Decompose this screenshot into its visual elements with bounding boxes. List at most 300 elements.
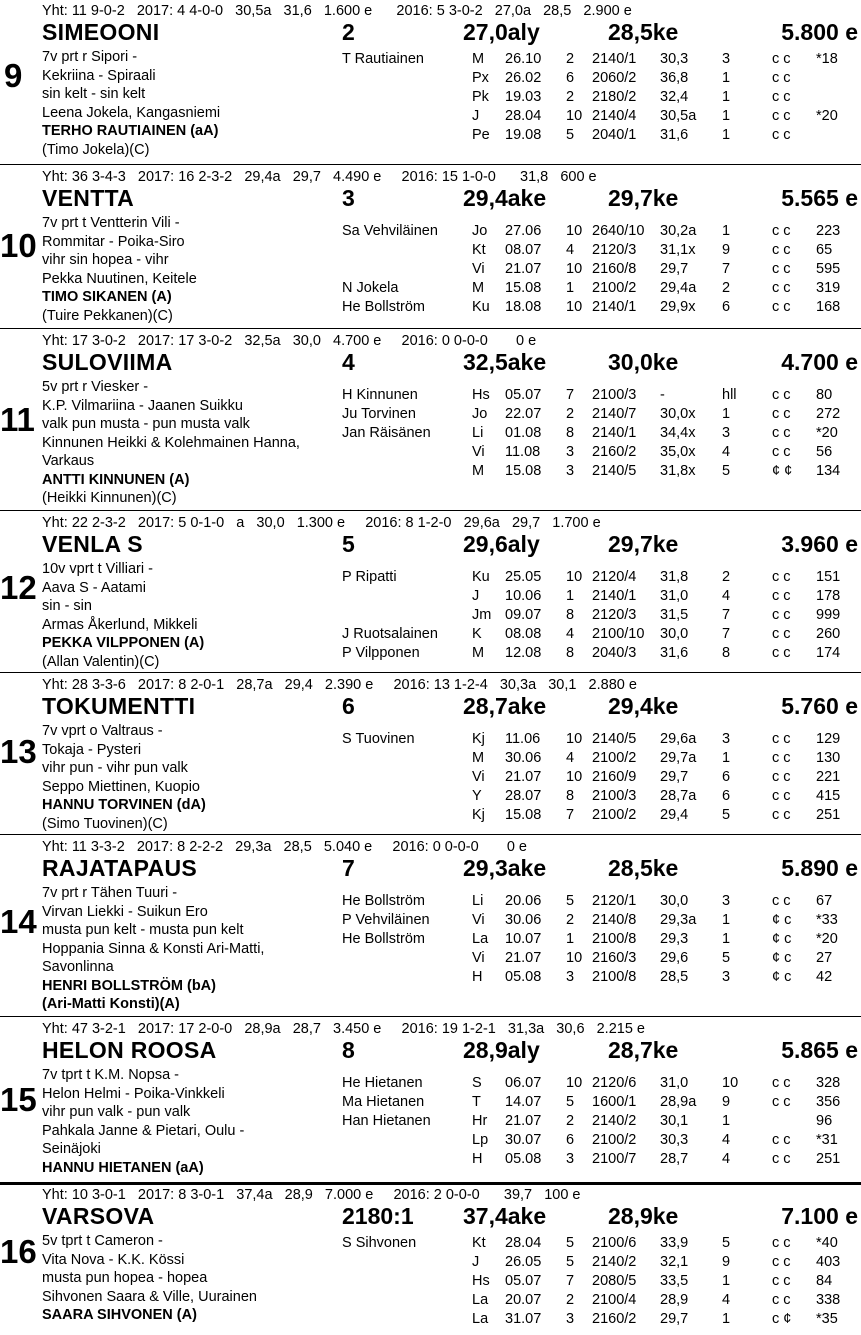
start-date: 08.08 [505,626,542,642]
start-row [0,568,861,586]
start-pos: 3 [566,1151,575,1167]
start-time: 31,8 [660,569,689,585]
start-date: 28.07 [505,788,542,804]
start-row [0,1234,861,1252]
start-odds: 272 [816,406,841,422]
program-number: 15 [0,1081,37,1118]
record-auto: 29,6aly [463,531,540,557]
start-number: 7 [342,855,355,881]
driver-name: He Bollström [342,893,425,909]
start-date: 28.04 [505,1235,542,1251]
start-row [0,949,861,967]
horse-info-line: (Simo Tuovinen)(C) [42,815,168,832]
start-pos: 4 [566,626,575,642]
start-odds: *20 [816,931,838,947]
start-date: 05.07 [505,387,542,403]
start-time: 30,2a [660,223,697,239]
start-pos: 5 [566,1094,575,1110]
start-date: 27.06 [505,223,542,239]
horse-info-line: musta pun hopea - hopea [42,1270,208,1286]
horse-info-line: K.P. Vilmariina - Jaanen Suikku [42,397,243,414]
start-row [0,1074,861,1092]
horse-name: SULOVIIMA [42,349,173,375]
start-dist: 2040/3 [592,645,637,661]
start-odds: 80 [816,387,833,403]
record-volt: 29,7ke [608,531,679,557]
start-place: 6 [722,788,731,804]
start-track: T [472,1094,481,1110]
start-time: 29,4 [660,807,689,823]
start-date: 30.06 [505,750,542,766]
start-track: Pk [472,89,489,105]
start-track: La [472,1311,489,1327]
start-dist: 2100/6 [592,1235,637,1251]
start-shoes: c c [772,425,791,441]
start-odds: *20 [816,108,838,124]
start-dist: 2100/8 [592,969,637,985]
start-date: 21.07 [505,769,542,785]
start-odds: 56 [816,444,833,460]
career-summary: Yht: 10 3-0-1 2017: 8 3-0-1 37,4a 28,9 7.000 e 2016: 2 0-0-0 39,7 100 e [42,1187,581,1203]
start-time: 31,5 [660,607,689,623]
start-odds: 84 [816,1273,833,1289]
start-dist: 2100/2 [592,750,637,766]
horse-info-line: sin - sin [42,598,92,614]
start-row [0,892,861,910]
horse-info-line: sin kelt - sin kelt [42,86,146,102]
start-time: 29,6 [660,950,689,966]
start-place: 4 [722,1132,731,1148]
start-time: 29,7 [660,769,689,785]
driver-name: J Ruotsalainen [342,626,438,642]
start-place: 1 [722,750,731,766]
start-row [0,443,861,461]
start-track: J [472,588,480,604]
start-track: M [472,463,485,479]
start-dist: 2160/3 [592,950,637,966]
horse-info-line: (Tuire Pekkanen)(C) [42,307,173,324]
start-row [0,241,861,259]
program-number: 14 [0,903,37,940]
start-place: 1 [722,1273,731,1289]
start-dist: 2160/8 [592,261,637,277]
start-odds: 251 [816,1151,841,1167]
start-time: 29,9x [660,299,696,315]
start-shoes: c c [772,89,791,105]
program-number: 16 [0,1233,37,1270]
start-track: La [472,1292,489,1308]
start-row [0,405,861,423]
start-date: 26.10 [505,51,542,67]
entry-divider [0,328,861,329]
entry-divider [0,164,861,165]
entry-divider [0,1016,861,1017]
driver-name: H Kinnunen [342,387,418,403]
start-shoes: c c [772,1075,791,1091]
horse-info-line: Vita Nova - K.K. Kössi [42,1251,185,1268]
start-date: 21.07 [505,950,542,966]
start-pos: 5 [566,127,575,143]
start-pos: 1 [566,280,575,296]
start-date: 01.08 [505,425,542,441]
start-dist: 2080/5 [592,1273,637,1289]
start-place: 6 [722,299,731,315]
horse-info-line: (Heikki Kinnunen)(C) [42,490,177,506]
start-number: 8 [342,1037,355,1063]
start-pos: 2 [566,89,575,105]
start-dist: 2140/7 [592,406,637,422]
start-date: 22.07 [505,406,542,422]
start-shoes: ¢ c [772,912,792,928]
start-date: 30.06 [505,912,542,928]
start-time: 31,1x [660,242,696,258]
start-odds: 221 [816,769,841,785]
start-place: 1 [722,406,731,422]
career-summary: Yht: 11 3-3-2 2017: 8 2-2-2 29,3a 28,5 5.040 e 2016: 0 0-0-0 0 e [42,839,527,855]
start-row [0,930,861,948]
horse-info-line: (Allan Valentin)(C) [42,653,160,670]
start-dist: 2120/4 [592,569,637,585]
start-date: 25.05 [505,569,542,585]
driver-name: P Vehviläinen [342,912,430,928]
career-summary: Yht: 47 3-2-1 2017: 17 2-0-0 28,9a 28,7 3.450 e 2016: 19 1-2-1 31,3a 30,6 2.215 e [42,1021,645,1037]
start-shoes: c c [772,626,791,642]
start-odds: *18 [816,51,838,67]
driver-name: P Vilpponen [342,645,420,661]
start-pos: 10 [566,1075,583,1091]
horse-info-line: TERHO RAUTIAINEN (aA) [42,123,219,139]
record-volt: 28,5ke [608,855,679,881]
driver-name: N Jokela [342,280,399,296]
driver-name: He Bollström [342,299,425,315]
start-odds: 151 [816,569,841,585]
start-date: 20.07 [505,1292,542,1308]
start-pos: 2 [566,1292,575,1308]
horse-info-line: Pahkala Janne & Pietari, Oulu - [42,1122,245,1139]
start-odds: 174 [816,645,841,661]
start-track: S [472,1075,482,1091]
start-time: 30,3 [660,1132,689,1148]
start-shoes: c c [772,70,791,86]
horse-info-line: (Timo Jokela)(C) [42,141,150,158]
start-date: 14.07 [505,1094,542,1110]
start-track: Jm [472,607,492,623]
start-time: 30,0x [660,406,696,422]
start-number: 4 [342,349,355,375]
start-place: 1 [722,70,731,86]
start-shoes: c c [772,127,791,143]
start-dist: 2100/2 [592,807,637,823]
start-track: M [472,51,485,67]
start-dist: 2140/5 [592,463,637,479]
start-row [0,1272,861,1290]
start-place: 5 [722,950,731,966]
start-pos: 6 [566,1132,575,1148]
start-shoes: c c [772,1292,791,1308]
horse-name: VARSOVA [42,1203,155,1229]
start-dist: 2160/2 [592,444,637,460]
horse-info-line: valk pun musta - pun musta valk [42,416,250,432]
record-auto: 27,0aly [463,19,540,45]
start-shoes: c c [772,807,791,823]
start-odds: 178 [816,588,841,604]
start-shoes: c c [772,569,791,585]
start-odds: 999 [816,607,841,623]
start-pos: 10 [566,569,583,585]
start-shoes: c c [772,299,791,315]
start-track: Vi [472,261,485,277]
start-shoes: c c [772,893,791,909]
start-date: 05.07 [505,1273,542,1289]
start-dist: 2140/1 [592,51,637,67]
horse-info-line: Virvan Liekki - Suikun Ero [42,903,208,920]
horse-entry [0,166,861,328]
start-track: Li [472,425,484,441]
start-place: 5 [722,807,731,823]
record-volt: 30,0ke [608,349,679,375]
start-track: Kt [472,242,486,258]
start-pos: 3 [566,969,575,985]
driver-name: S Sihvonen [342,1235,417,1251]
horse-info-line: TIMO SIKANEN (A) [42,289,172,305]
start-odds: *35 [816,1311,838,1327]
start-track: Kt [472,1235,486,1251]
start-odds: *20 [816,425,838,441]
start-track: Hs [472,1273,490,1289]
start-place: 1 [722,127,731,143]
start-row [0,787,861,805]
start-pos: 8 [566,645,575,661]
horse-entry [0,674,861,834]
start-track: H [472,1151,483,1167]
horse-info-line: vihr sin hopea - vihr [42,252,169,268]
start-pos: 6 [566,70,575,86]
start-number: 2 [342,19,355,45]
start-shoes: c c [772,1151,791,1167]
horse-info-line: musta pun kelt - musta pun kelt [42,922,244,938]
entry-divider [0,510,861,511]
start-dist: 2140/2 [592,1113,637,1129]
start-shoes: c c [772,108,791,124]
start-shoes: c c [772,223,791,239]
start-time: 28,5 [660,969,689,985]
start-odds: 319 [816,280,841,296]
start-odds: 129 [816,731,841,747]
horse-info-line: HANNU TORVINEN (dA) [42,797,206,813]
driver-name: Sa Vehviläinen [342,223,438,239]
career-summary: Yht: 11 9-0-2 2017: 4 4-0-0 30,5a 31,6 1.600 e 2016: 5 3-0-2 27,0a 28,5 2.900 e [42,3,632,19]
horse-info-line: Leena Jokela, Kangasniemi [42,104,221,121]
start-date: 15.08 [505,463,542,479]
start-track: J [472,1254,480,1270]
start-shoes: c c [772,1235,791,1251]
start-date: 19.08 [505,127,542,143]
start-row [0,1253,861,1271]
start-time: 30,3 [660,51,689,67]
start-number: 5 [342,531,355,557]
start-shoes: c c [772,769,791,785]
start-shoes: c c [772,1094,791,1110]
start-number: 2180:1 [342,1203,414,1229]
start-pos: 3 [566,444,575,460]
start-track: La [472,931,489,947]
horse-info-line: Pekka Nuutinen, Keitele [42,270,197,287]
horse-name: VENTTA [42,185,135,211]
driver-name: P Ripatti [342,569,397,585]
start-dist: 2120/3 [592,607,637,623]
start-track: Hs [472,387,490,403]
record-auto: 32,5ake [463,349,547,375]
start-shoes: c c [772,444,791,460]
horse-info-line: SAARA SIHVONEN (A) [42,1307,197,1323]
start-pos: 10 [566,299,583,315]
record-auto: 28,9aly [463,1037,540,1063]
start-odds: 415 [816,788,841,804]
start-place: 10 [722,1075,739,1091]
start-row [0,587,861,605]
start-time: 30,5a [660,108,697,124]
start-place: 4 [722,444,731,460]
start-shoes: c c [772,242,791,258]
record-auto: 37,4ake [463,1203,547,1229]
horse-info-line: Hoppania Sinna & Konsti Ari-Matti, [42,940,265,957]
start-dist: 2160/2 [592,1311,637,1327]
start-track: M [472,645,485,661]
start-row [0,260,861,278]
horse-info-line: 7v tprt t K.M. Nopsa - [42,1067,179,1083]
horse-info-line: 7v prt t Ventterin Vili - [42,215,180,231]
start-place: 3 [722,969,731,985]
start-time: 33,9 [660,1235,689,1251]
prize-money: 5.760 e [781,693,858,719]
driver-name: Jan Räisänen [342,425,431,441]
prize-money: 4.700 e [781,349,858,375]
start-pos: 10 [566,108,583,124]
horse-name: SIMEOONI [42,19,160,45]
record-volt: 28,9ke [608,1203,679,1229]
start-row [0,298,861,316]
start-odds: 403 [816,1254,841,1270]
start-number: 6 [342,693,355,719]
start-pos: 8 [566,425,575,441]
start-date: 30.07 [505,1132,542,1148]
start-dist: 2140/1 [592,299,637,315]
record-volt: 28,7ke [608,1037,679,1063]
start-odds: *31 [816,1132,838,1148]
start-date: 19.03 [505,89,542,105]
entry-divider [0,834,861,835]
start-row [0,768,861,786]
horse-info-line: 5v prt r Viesker - [42,379,149,395]
start-row [0,1093,861,1111]
start-pos: 2 [566,406,575,422]
start-place: 9 [722,1254,731,1270]
start-odds: 338 [816,1292,841,1308]
start-track: Kj [472,731,485,747]
start-number: 3 [342,185,355,211]
start-place: 3 [722,731,731,747]
horse-name: HELON ROOSA [42,1037,217,1063]
start-pos: 1 [566,931,575,947]
start-pos: 8 [566,607,575,623]
start-track: Px [472,70,489,86]
start-dist: 2140/2 [592,1254,637,1270]
program-number: 12 [0,569,37,606]
horse-info-line: Aava S - Aatami [42,579,146,596]
horse-info-line: Tokaja - Pysteri [42,741,142,758]
start-time: 31,0 [660,588,689,604]
entry-divider [0,672,861,673]
start-pos: 7 [566,1273,575,1289]
horse-info-line: 5v tprt t Cameron - [42,1233,163,1249]
start-odds: *33 [816,912,838,928]
start-place: 8 [722,645,731,661]
start-dist: 2140/1 [592,425,637,441]
record-volt: 28,5ke [608,19,679,45]
start-row [0,88,861,106]
start-odds: 27 [816,950,833,966]
start-time: 30,1 [660,1113,689,1129]
start-shoes: ¢ c [772,969,792,985]
start-track: K [472,626,482,642]
start-time: 28,7a [660,788,697,804]
horse-info-line: (Ari-Matti Konsti)(A) [42,996,180,1012]
prize-money: 3.960 e [781,531,858,557]
driver-name: S Tuovinen [342,731,415,747]
start-pos: 1 [566,588,575,604]
start-track: Kj [472,807,485,823]
start-track: Jo [472,223,488,239]
start-time: 31,6 [660,127,689,143]
start-date: 09.07 [505,607,542,623]
start-dist: 2100/2 [592,280,637,296]
start-pos: 3 [566,463,575,479]
start-track: J [472,108,480,124]
start-row [0,806,861,824]
start-dist: 2100/8 [592,931,637,947]
horse-info-line: vihr pun - vihr pun valk [42,760,188,776]
horse-info-line: Seinäjoki [42,1141,101,1157]
start-shoes: c c [772,788,791,804]
start-odds: 356 [816,1094,841,1110]
driver-name: He Hietanen [342,1075,423,1091]
horse-info-line: HANNU HIETANEN (aA) [42,1159,204,1176]
start-time: 28,7 [660,1151,689,1167]
start-pos: 7 [566,387,575,403]
start-place: 4 [722,1151,731,1167]
start-dist: 2140/8 [592,912,637,928]
start-shoes: c c [772,1254,791,1270]
prize-money: 5.865 e [781,1037,858,1063]
start-shoes: c c [772,645,791,661]
start-time: 31,0 [660,1075,689,1091]
start-dist: 1600/1 [592,1094,637,1110]
start-time: 34,4x [660,425,696,441]
start-track: Hr [472,1113,488,1129]
start-date: 11.08 [505,444,541,460]
start-dist: 2100/2 [592,1132,637,1148]
start-shoes: ¢ c [772,931,792,947]
start-track: Jo [472,406,488,422]
start-odds: 168 [816,299,841,315]
start-time: 32,1 [660,1254,689,1270]
start-pos: 4 [566,242,575,258]
start-dist: 2140/5 [592,731,637,747]
start-shoes: c c [772,261,791,277]
start-track: Vi [472,769,485,785]
start-dist: 2100/7 [592,1151,637,1167]
start-track: M [472,280,485,296]
